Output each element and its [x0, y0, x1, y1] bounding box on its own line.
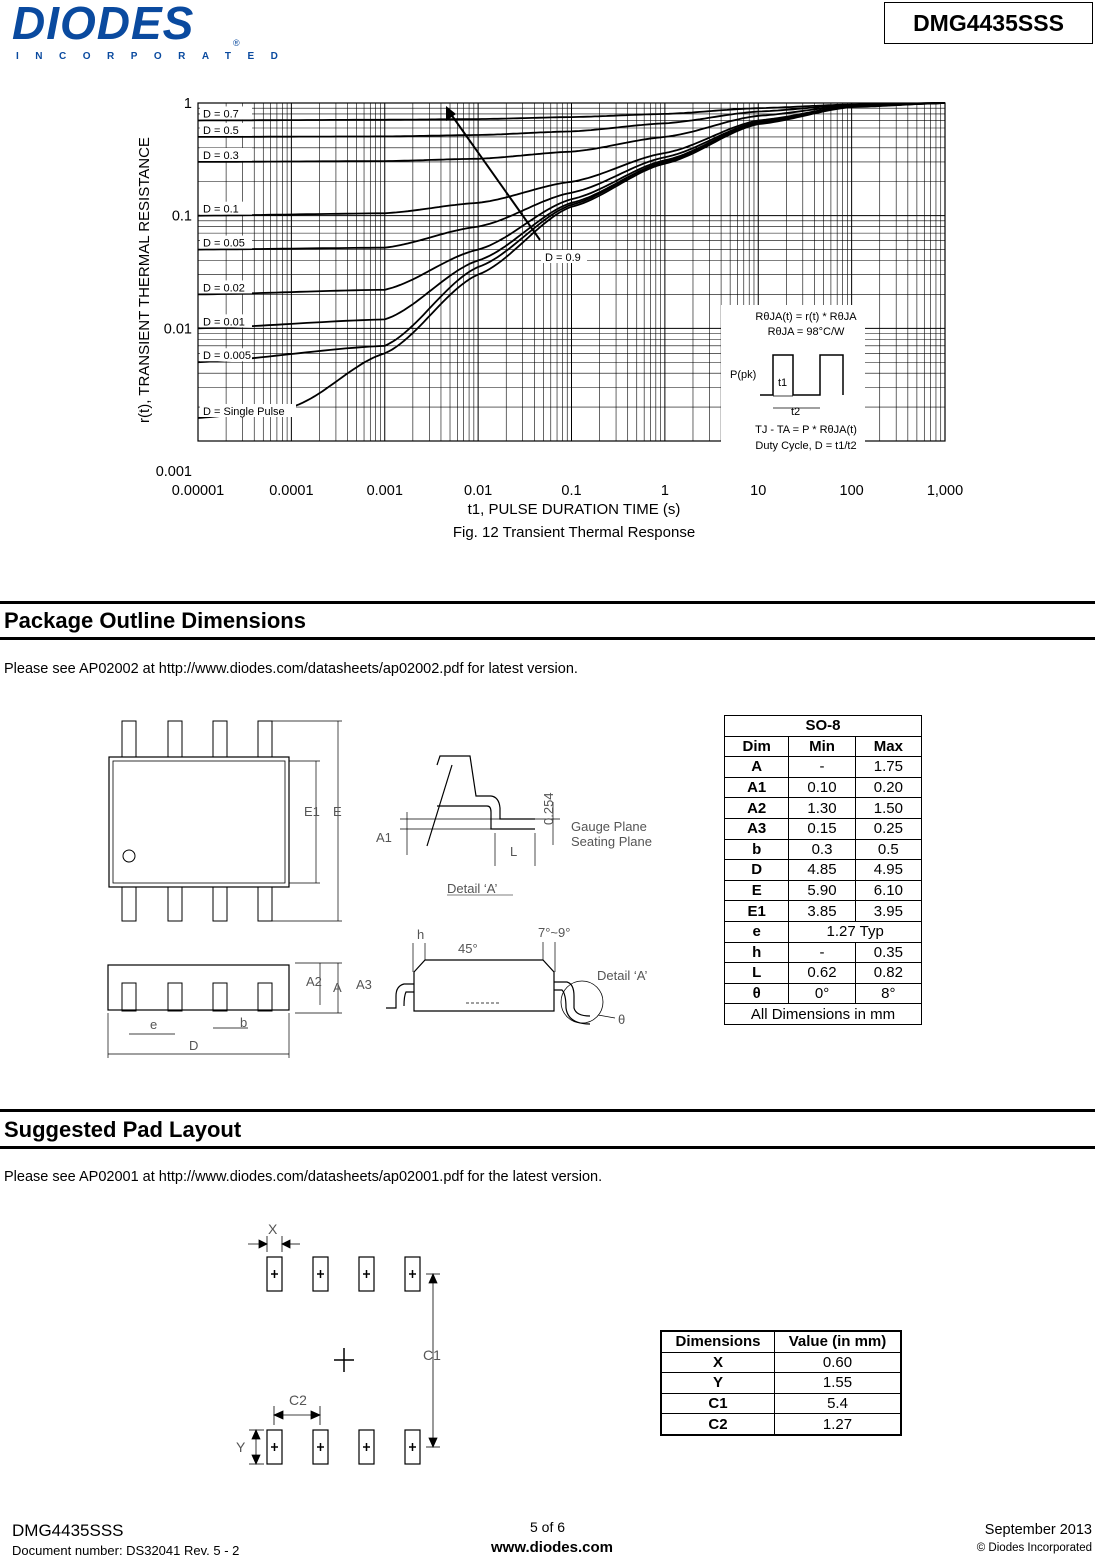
- series-label: D = 0.5: [203, 124, 239, 137]
- table-cell: 3.85: [789, 901, 855, 922]
- inset-ppk: P(pk): [730, 369, 757, 381]
- pad-dimensions-table: [660, 1330, 902, 1436]
- table-cell: C1: [661, 1393, 775, 1414]
- table-cell: 1.30: [789, 798, 855, 819]
- table-cell: A2: [725, 798, 789, 819]
- chart-x-ticks: [172, 483, 963, 499]
- package-drawing: [90, 710, 680, 1070]
- table-cell: 0.35: [855, 942, 921, 963]
- svg-text:Detail ‘A’: Detail ‘A’: [597, 968, 648, 983]
- svg-text:E: E: [333, 804, 342, 819]
- section-rule-bottom: [0, 637, 1095, 640]
- series-label: D = 0.7: [203, 108, 239, 121]
- table-cell: 1.27: [775, 1414, 902, 1435]
- so8-header-max: Max: [855, 736, 921, 757]
- pad-dimensions-table-wrap: [660, 1330, 902, 1436]
- table-cell: 0.3: [789, 839, 855, 860]
- section-rule-top: [0, 601, 1095, 604]
- table-row: [725, 757, 922, 778]
- transient-thermal-chart: [0, 90, 1095, 560]
- footer-document-number: Document number: DS32041 Rev. 5 - 2: [12, 1543, 240, 1558]
- table-cell: h: [725, 942, 789, 963]
- pad-layout-title: Suggested Pad Layout: [4, 1117, 242, 1142]
- footer-part-number: DMG4435SSS: [12, 1521, 124, 1540]
- series-label: D = 0.005: [203, 350, 252, 363]
- table-cell: Y: [661, 1373, 775, 1394]
- inset-eq2: RθJA = 98°C/W: [767, 326, 845, 338]
- company-logo: DIODES: [12, 0, 195, 49]
- pad-layout-note: Please see AP02001 at http://www.diodes.com/datasheets/ap02001.pdf for the latest version.: [4, 1169, 603, 1185]
- table-row: [725, 777, 922, 798]
- x-tick-label: 10: [750, 483, 767, 499]
- so8-header-dim: Dim: [725, 736, 789, 757]
- svg-text:Detail ‘A’: Detail ‘A’: [447, 881, 498, 896]
- table-cell: 6.10: [855, 880, 921, 901]
- svg-text:θ: θ: [618, 1012, 626, 1027]
- table-cell: 5.4: [775, 1393, 902, 1414]
- table-row: [725, 818, 922, 839]
- table-cell: e: [725, 921, 789, 942]
- table-row: [725, 798, 922, 819]
- table-cell: C2: [661, 1414, 775, 1435]
- y-tick-label: 0.01: [163, 321, 192, 338]
- svg-text:e: e: [150, 1017, 158, 1032]
- inset-t2: t2: [791, 406, 801, 418]
- inset-eq4: Duty Cycle, D = t1/t2: [755, 440, 857, 452]
- part-number-box: DMG4435SSS: [884, 2, 1093, 44]
- footer-date: September 2013: [984, 1522, 1092, 1538]
- inset-eq3: TJ - TA = P * RθJA(t): [755, 424, 857, 436]
- package-outline-note: Please see AP02002 at http://www.diodes.com/datasheets/ap02002.pdf for latest version.: [4, 661, 578, 677]
- duty-arrow: [448, 110, 540, 240]
- svg-text:A: A: [333, 980, 342, 995]
- table-cell: E1: [725, 901, 789, 922]
- x-tick-label: 0.00001: [171, 483, 225, 499]
- table-cell: θ: [725, 983, 789, 1004]
- table-cell: A3: [725, 818, 789, 839]
- footer-page-number: 5 of 6: [529, 1519, 566, 1535]
- y-tick-label: 0.1: [171, 208, 192, 225]
- so8-table-footer: All Dimensions in mm: [725, 1004, 922, 1025]
- so8-header-min: Min: [789, 736, 855, 757]
- so8-dimensions-table: [724, 715, 922, 1025]
- svg-text:45°: 45°: [458, 941, 478, 956]
- annotation-d09: D = 0.9: [545, 252, 581, 264]
- table-cell: 0.10: [789, 777, 855, 798]
- table-cell: E: [725, 880, 789, 901]
- pad-header-value: Value (in mm): [775, 1331, 902, 1352]
- table-row: [725, 860, 922, 881]
- table-row: [661, 1414, 901, 1435]
- series-label: D = 0.02: [203, 282, 245, 295]
- table-cell: 1.55: [775, 1373, 902, 1394]
- table-cell: 1.50: [855, 798, 921, 819]
- logo-registered-mark: ®: [233, 38, 240, 48]
- svg-text:A2: A2: [306, 974, 322, 989]
- table-row: [725, 839, 922, 860]
- table-row: [661, 1352, 901, 1373]
- table-cell: 0.62: [789, 963, 855, 984]
- table-cell: A1: [725, 777, 789, 798]
- table-cell: D: [725, 860, 789, 881]
- table-cell: 1.75: [855, 757, 921, 778]
- table-cell: 0.82: [855, 963, 921, 984]
- svg-text:b: b: [240, 1015, 248, 1030]
- svg-text:A1: A1: [376, 830, 392, 845]
- chart-ylabel: r(t), TRANSIENT THERMAL RESISTANCE: [136, 137, 153, 423]
- svg-text:C2: C2: [289, 1392, 307, 1408]
- svg-text:D: D: [189, 1038, 199, 1053]
- series-label: D = 0.05: [203, 237, 245, 250]
- svg-text:h: h: [417, 927, 425, 942]
- so8-table-title: SO-8: [725, 716, 922, 737]
- series-label: D = 0.3: [203, 149, 239, 162]
- table-cell: 0.25: [855, 818, 921, 839]
- pad-layout-drawing: [220, 1215, 460, 1470]
- section-rule-bottom: [0, 1146, 1095, 1149]
- chart-y-ticks: [156, 96, 192, 480]
- table-cell: 4.95: [855, 860, 921, 881]
- pad-header-dimensions: Dimensions: [661, 1331, 775, 1352]
- table-row: [661, 1373, 901, 1394]
- series-label: D = 0.1: [203, 203, 239, 216]
- table-cell: A: [725, 757, 789, 778]
- table-cell: -: [789, 757, 855, 778]
- svg-text:L: L: [510, 844, 518, 859]
- svg-text:X: X: [268, 1221, 278, 1237]
- table-cell: 0.5: [855, 839, 921, 860]
- series-label: D = Single Pulse: [203, 406, 285, 419]
- svg-text:E1: E1: [304, 804, 320, 819]
- x-tick-label: 1: [660, 483, 669, 499]
- svg-text:0.254: 0.254: [541, 792, 556, 825]
- chart-xlabel: t1, PULSE DURATION TIME (s): [467, 501, 681, 518]
- table-cell: 3.95: [855, 901, 921, 922]
- x-tick-label: 0.1: [561, 483, 582, 499]
- chart-title: Fig. 12 Transient Thermal Response: [452, 524, 696, 541]
- footer-website-link[interactable]: www.diodes.com: [491, 1539, 613, 1556]
- table-row: [725, 942, 922, 963]
- table-cell: 4.85: [789, 860, 855, 881]
- table-cell: -: [789, 942, 855, 963]
- table-cell: 1.27 Typ: [789, 921, 922, 942]
- table-cell: 0°: [789, 983, 855, 1004]
- svg-text:C1: C1: [423, 1347, 441, 1363]
- chart-series-labels: [200, 106, 296, 418]
- footer-copyright: © Diodes Incorporated: [976, 1542, 1092, 1554]
- inset-eq1: RθJA(t) = r(t) * RθJA: [755, 311, 857, 323]
- table-row: [725, 880, 922, 901]
- x-tick-label: 100: [839, 483, 864, 499]
- x-tick-label: 0.0001: [269, 483, 314, 499]
- svg-text:Gauge Plane: Gauge Plane: [571, 819, 647, 834]
- table-cell: L: [725, 963, 789, 984]
- table-row: [725, 963, 922, 984]
- svg-text:Y: Y: [236, 1439, 246, 1455]
- so8-dimensions-table-wrap: [724, 715, 922, 1025]
- table-row: [725, 921, 922, 942]
- logo-subtitle: INCORPORATED: [16, 51, 295, 62]
- package-outline-title: Package Outline Dimensions: [4, 608, 306, 633]
- svg-text:7°~9°: 7°~9°: [538, 925, 571, 940]
- table-cell: 0.15: [789, 818, 855, 839]
- table-cell: 0.60: [775, 1352, 902, 1373]
- x-tick-label: 0.01: [464, 483, 493, 499]
- table-cell: 8°: [855, 983, 921, 1004]
- series-label: D = 0.01: [203, 316, 245, 329]
- x-tick-label: 0.001: [366, 483, 403, 499]
- table-cell: 5.90: [789, 880, 855, 901]
- y-tick-label: 1: [183, 96, 192, 112]
- x-tick-label: 1,000: [926, 483, 964, 499]
- table-row: [725, 901, 922, 922]
- table-row: [725, 983, 922, 1004]
- table-cell: b: [725, 839, 789, 860]
- y-tick-label: 0.001: [155, 464, 192, 480]
- table-row: [661, 1393, 901, 1414]
- section-rule-top: [0, 1109, 1095, 1112]
- inset-t1: t1: [778, 377, 788, 389]
- svg-text:A3: A3: [356, 977, 372, 992]
- svg-text:Seating Plane: Seating Plane: [571, 834, 652, 849]
- table-cell: X: [661, 1352, 775, 1373]
- table-cell: 0.20: [855, 777, 921, 798]
